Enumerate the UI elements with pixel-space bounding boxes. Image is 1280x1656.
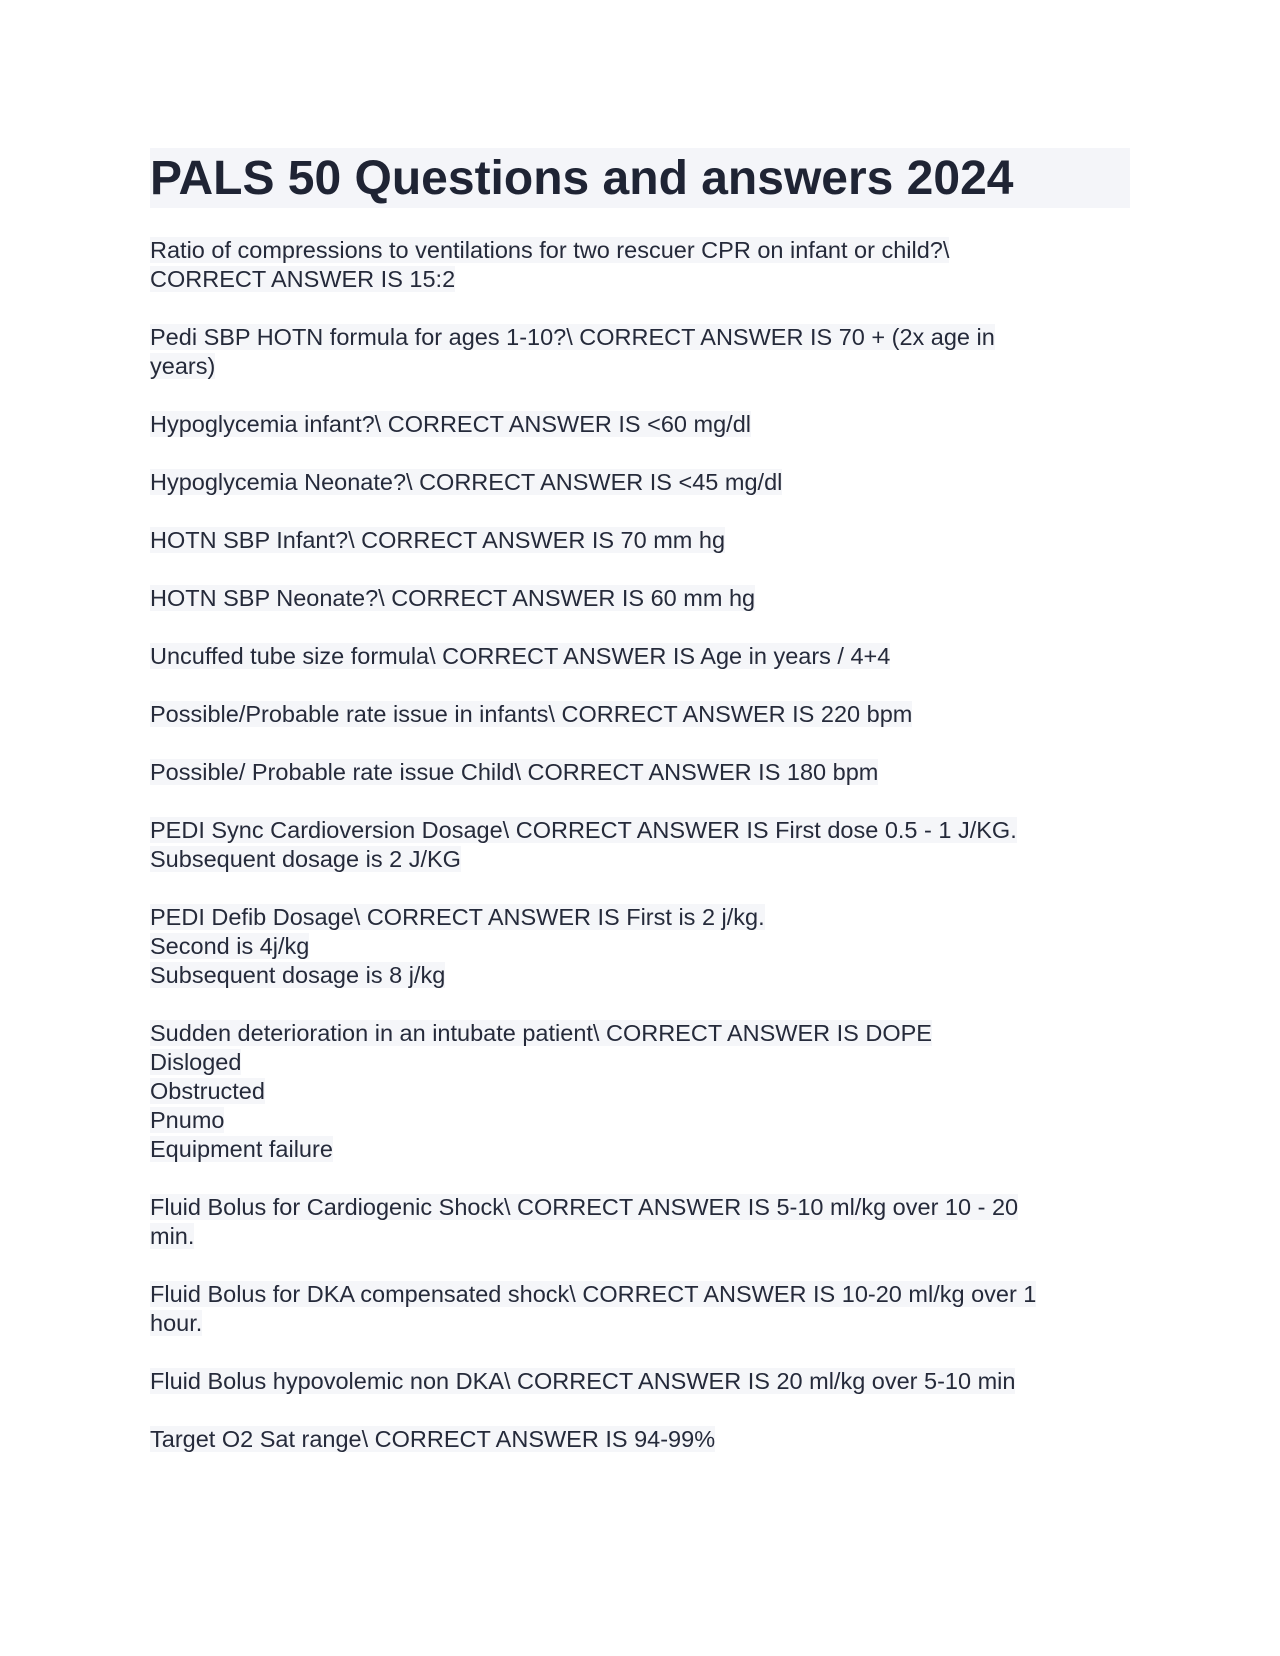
qa-item: PEDI Sync Cardioversion Dosage\ CORRECT ANSWER IS First dose 0.5 - 1 J/KG. Subsequent dosage is 2 J/KG — [150, 817, 1017, 872]
qa-item: Pedi SBP HOTN formula for ages 1-10?\ CORRECT ANSWER IS 70 + (2x age in years) — [150, 324, 995, 379]
qa-item: Possible/Probable rate issue in infants\ CORRECT ANSWER IS 220 bpm — [150, 701, 913, 727]
qa-item: Sudden deterioration in an intubate patient\ CORRECT ANSWER IS DOPE Disloged Obstructed Pnumo Equipment failure — [150, 1020, 932, 1162]
document-title: PALS 50 Questions and answers 2024 — [150, 152, 1014, 205]
document-page — [150, 148, 1130, 1483]
qa-item: PEDI Defib Dosage\ CORRECT ANSWER IS First is 2 j/kg. Second is 4j/kg Subsequent dosage is 8 j/kg — [150, 904, 765, 988]
title-block — [150, 148, 1130, 208]
qa-list — [150, 236, 1130, 1454]
qa-item: Possible/ Probable rate issue Child\ CORRECT ANSWER IS 180 bpm — [150, 759, 879, 785]
qa-item: Hypoglycemia infant?\ CORRECT ANSWER IS <60 mg/dl — [150, 411, 751, 437]
qa-item: Hypoglycemia Neonate?\ CORRECT ANSWER IS <45 mg/dl — [150, 469, 783, 495]
qa-item: Ratio of compressions to ventilations for two rescuer CPR on infant or child?\ CORRECT ANSWER IS 15:2 — [150, 237, 950, 292]
qa-item: Target O2 Sat range\ CORRECT ANSWER IS 94-99% — [150, 1426, 716, 1452]
qa-item: Uncuffed tube size formula\ CORRECT ANSWER IS Age in years / 4+4 — [150, 643, 891, 669]
qa-item: Fluid Bolus for DKA compensated shock\ CORRECT ANSWER IS 10-20 ml/kg over 1 hour. — [150, 1281, 1037, 1336]
qa-item: HOTN SBP Neonate?\ CORRECT ANSWER IS 60 mm hg — [150, 585, 756, 611]
qa-item: HOTN SBP Infant?\ CORRECT ANSWER IS 70 mm hg — [150, 527, 726, 553]
qa-item: Fluid Bolus for Cardiogenic Shock\ CORRECT ANSWER IS 5-10 ml/kg over 10 - 20 min. — [150, 1194, 1019, 1249]
qa-item: Fluid Bolus hypovolemic non DKA\ CORRECT ANSWER IS 20 ml/kg over 5-10 min — [150, 1368, 1016, 1394]
